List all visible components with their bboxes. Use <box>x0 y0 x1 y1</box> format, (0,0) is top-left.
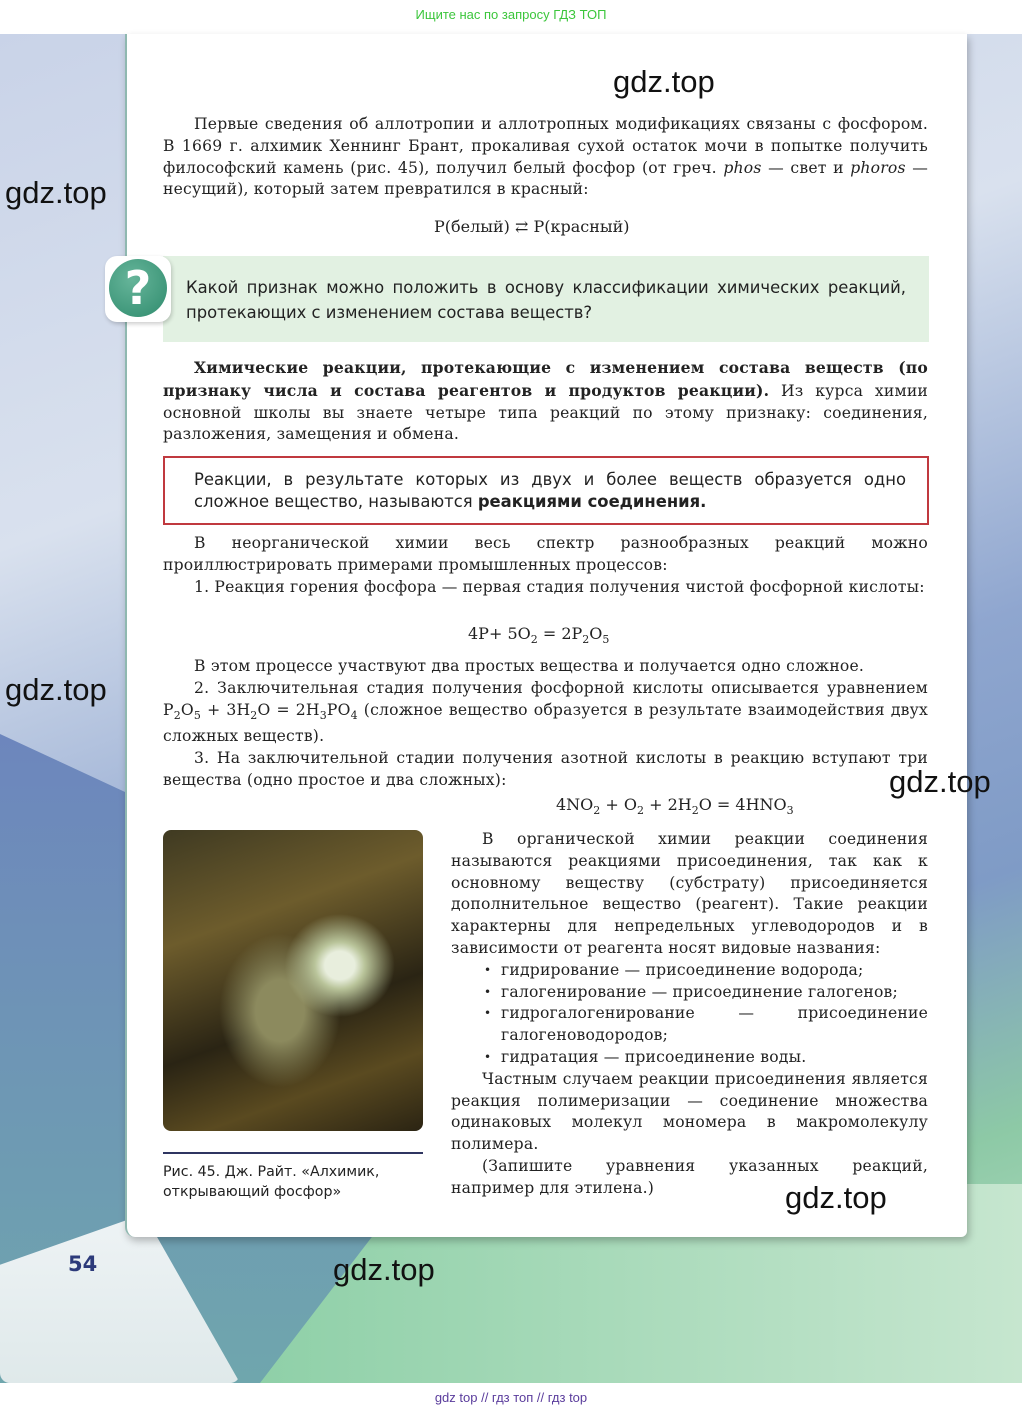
organic-section <box>451 829 928 1200</box>
list-item: • гидрирование — присоединение водорода; <box>451 960 928 982</box>
text-segment: (сложное вещество образуется в результате взаимодействия двух сложных веществ). <box>163 700 929 746</box>
text-segment: 4P+ 5O <box>468 624 531 643</box>
subscript: 5 <box>602 633 610 646</box>
equation-phosphorus-allotropes <box>434 217 630 236</box>
question-icon-badge <box>105 256 171 322</box>
item-2 <box>163 678 928 748</box>
subscript: 4 <box>350 708 358 722</box>
text-segment: 3. На заключительной стадии получения азотной кислоты в реакцию вступают три вещества (одно простое и два сложных): <box>163 749 928 789</box>
text-segment: Химические реакции, протекающие с изменением состава веществ (по признаку числа и состава реагентов и продуктов реакции). <box>163 358 928 400</box>
item-1-note <box>163 656 928 678</box>
text-segment: + O <box>600 795 637 814</box>
text-segment: PO <box>326 700 351 719</box>
inorganic-section <box>163 533 928 598</box>
text-segment: Первые сведения об аллотропии и аллотропных модификациях связаны с фосфором. В 1669 г. алхимик Хеннинг Брант, прокаливая сухой остаток мочи в попытке получить философский камень (рис. 45), получил белый фосфор (от греч. <box>163 115 928 177</box>
top-banner <box>0 0 1022 34</box>
text-segment: + 2H <box>644 795 692 814</box>
reaction-types-list <box>451 960 928 1069</box>
watermark: gdz.top <box>333 1252 435 1287</box>
text-segment: В органической химии реакции соединения называются реакциями присоединения, так как к основному веществу (субстрату) присоединяется дополнительное вещество (реагент). Такие реакции характерны для непредельных углеводородов и в зависимости от реагента носят видовые названия: <box>451 830 928 957</box>
text-segment: Реакции, в результате которых из двух и более веществ образуется одно сложное вещество, называются <box>194 470 906 511</box>
subscript: 2 <box>582 633 590 646</box>
text-segment: O <box>180 700 194 719</box>
text-segment: 1. Реакция горения фосфора — первая стадия получения чистой фосфорной кислоты: <box>194 577 925 596</box>
text-segment: phoros <box>850 158 906 177</box>
text-segment: 2. Заключительная стадия получения фосфорной кислоты описывается уравнением P <box>163 678 928 719</box>
text-segment: O = 2H <box>257 700 320 719</box>
organic-intro <box>451 829 928 960</box>
watermark: gdz.top <box>889 764 991 799</box>
text-segment: phos <box>723 158 762 177</box>
classification-paragraph <box>163 357 928 446</box>
top-banner-text: Ищите нас по запросу ГДЗ ТОП <box>415 7 607 22</box>
item-1 <box>163 577 928 599</box>
figure-caption: Рис. 45. Дж. Райт. «Алхимик, открывающий фосфор» <box>163 1164 380 1200</box>
inorganic-section-2 <box>163 656 928 792</box>
intro-paragraph <box>163 114 928 201</box>
list-item: • галогенирование — присоединение галогенов; <box>451 982 928 1004</box>
equation-3 <box>556 795 794 817</box>
bottom-banner <box>0 1383 1022 1416</box>
bottom-banner-text: gdz top // гдз топ // гдз top <box>434 1390 588 1405</box>
text-segment: — несущий), который затем превратился в красный: <box>163 158 929 199</box>
text-segment: + 3H <box>201 700 251 719</box>
question-mark-icon: ? <box>109 259 167 317</box>
list-item: • гидратация — присоединение воды. <box>451 1047 928 1069</box>
text-segment: O = 4HNO <box>698 795 787 814</box>
alchemist-painting-image <box>163 830 423 1131</box>
watermark: gdz.top <box>5 672 107 707</box>
subscript: 2 <box>593 804 601 817</box>
subscript: 2 <box>530 633 538 646</box>
text-segment: (Запишите уравнения указанных реакций, например для этилена.) <box>451 1156 928 1197</box>
text-segment: В неорганической химии весь спектр разнообразных реакций можно проиллюстрировать примерами промышленных процессов: <box>163 534 928 574</box>
subscript: 3 <box>786 804 794 817</box>
subscript: 2 <box>637 804 644 817</box>
question-text: Какой признак можно положить в основу классификации химических реакций, протекающих с изменением состава веществ? <box>186 278 906 322</box>
text-segment: Частным случаем реакции присоединения является реакция полимеризации — соединение множества одинаковых молекул мономера в макромолекулу полимера. <box>451 1069 928 1154</box>
polymerization-paragraph <box>451 1069 928 1156</box>
text-segment: 4NO <box>556 795 594 814</box>
inorganic-intro <box>163 533 928 577</box>
item-3 <box>163 748 928 792</box>
text-segment: реакциями соединения. <box>477 492 707 511</box>
list-item: • гидрогалогенирование — присоединение галогеноводородов; <box>451 1003 928 1047</box>
subscript: 2 <box>691 804 699 817</box>
text-segment: — свет и <box>761 158 851 177</box>
watermark: gdz.top <box>785 1180 887 1215</box>
subscript: 5 <box>193 708 202 722</box>
watermark: gdz.top <box>5 175 107 210</box>
page-number: 54 <box>68 1252 98 1276</box>
definition-text <box>194 469 906 513</box>
watermark: gdz.top <box>613 64 715 99</box>
subscript: 2 <box>250 708 258 722</box>
text-segment: В этом процессе участвуют два простых вещества и получается одно сложное. <box>194 657 865 675</box>
text-segment: P(белый) ⇄ P(красный) <box>434 217 630 236</box>
subscript: 3 <box>319 708 327 722</box>
text-segment: Из курса химии основной школы вы знаете четыре типа реакций по этому признаку: соединения, разложения, замещения и обмена. <box>163 381 929 444</box>
caption-divider <box>163 1152 423 1154</box>
text-segment: = 2P <box>537 624 583 643</box>
equation-1 <box>468 624 609 646</box>
text-segment: O <box>589 624 603 643</box>
subscript: 2 <box>173 708 181 722</box>
